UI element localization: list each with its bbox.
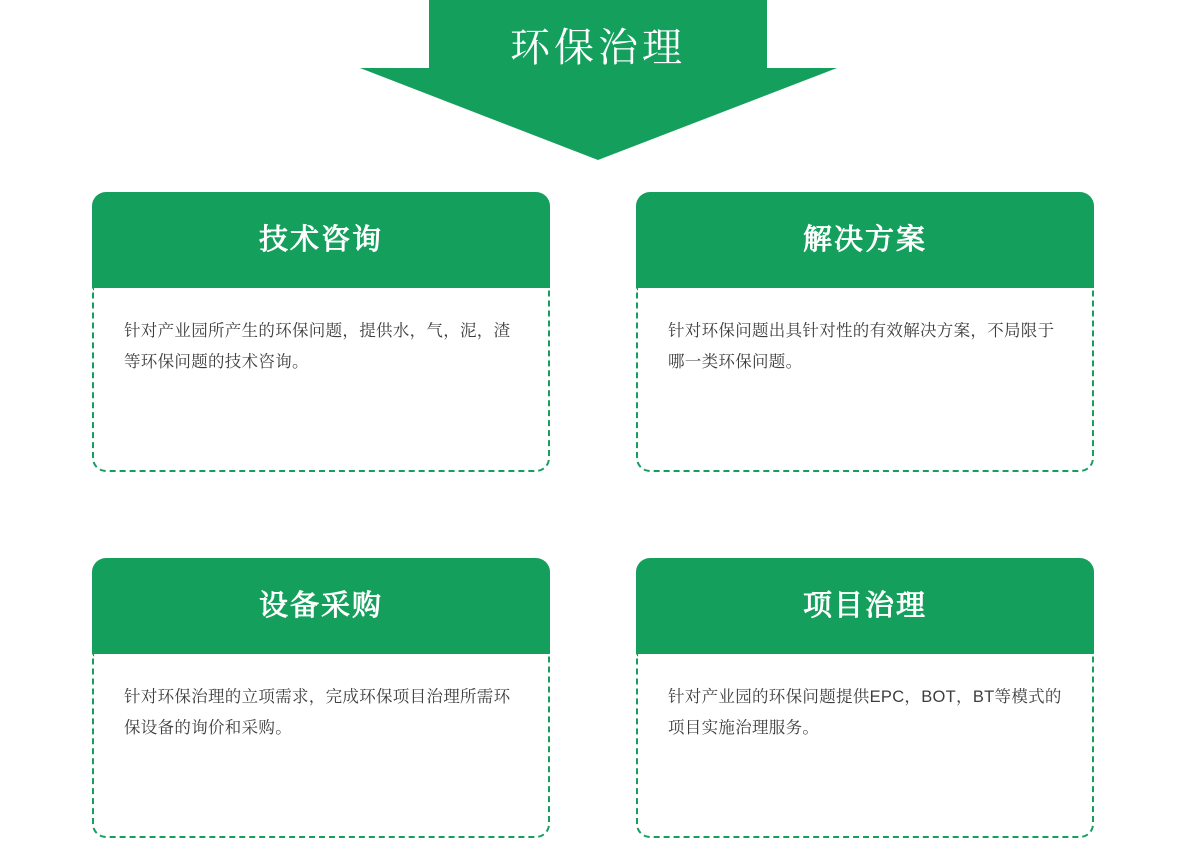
- card-description: 针对环保问题出具针对性的有效解决方案，不局限于哪一类环保问题。: [668, 322, 1055, 371]
- service-card[interactable]: [636, 558, 1094, 838]
- service-card[interactable]: [92, 558, 550, 838]
- service-card-grid: [92, 192, 1094, 852]
- card-body: [636, 288, 1094, 472]
- card-description: 针对产业园所产生的环保问题，提供水，气，泥，渣等环保问题的技术咨询。: [124, 322, 511, 371]
- header-arrow-banner: [0, 0, 1196, 165]
- card-body: [92, 654, 550, 838]
- card-body: [636, 654, 1094, 838]
- service-card[interactable]: [636, 192, 1094, 472]
- service-card[interactable]: [92, 192, 550, 472]
- card-header: [92, 558, 550, 654]
- card-title: 项目治理: [802, 590, 927, 622]
- banner-title: 环保治理: [510, 26, 686, 70]
- card-header: [92, 192, 550, 288]
- card-header: [636, 192, 1094, 288]
- card-body: [92, 288, 550, 472]
- card-title: 解决方案: [802, 224, 927, 256]
- card-title: 设备采购: [258, 590, 383, 622]
- card-title: 技术咨询: [258, 224, 383, 256]
- card-header: [636, 558, 1094, 654]
- card-description: 针对产业园的环保问题提供EPC，BOT，BT等模式的项目实施治理服务。: [668, 688, 1062, 737]
- card-description: 针对环保治理的立项需求，完成环保项目治理所需环保设备的询价和采购。: [124, 688, 511, 737]
